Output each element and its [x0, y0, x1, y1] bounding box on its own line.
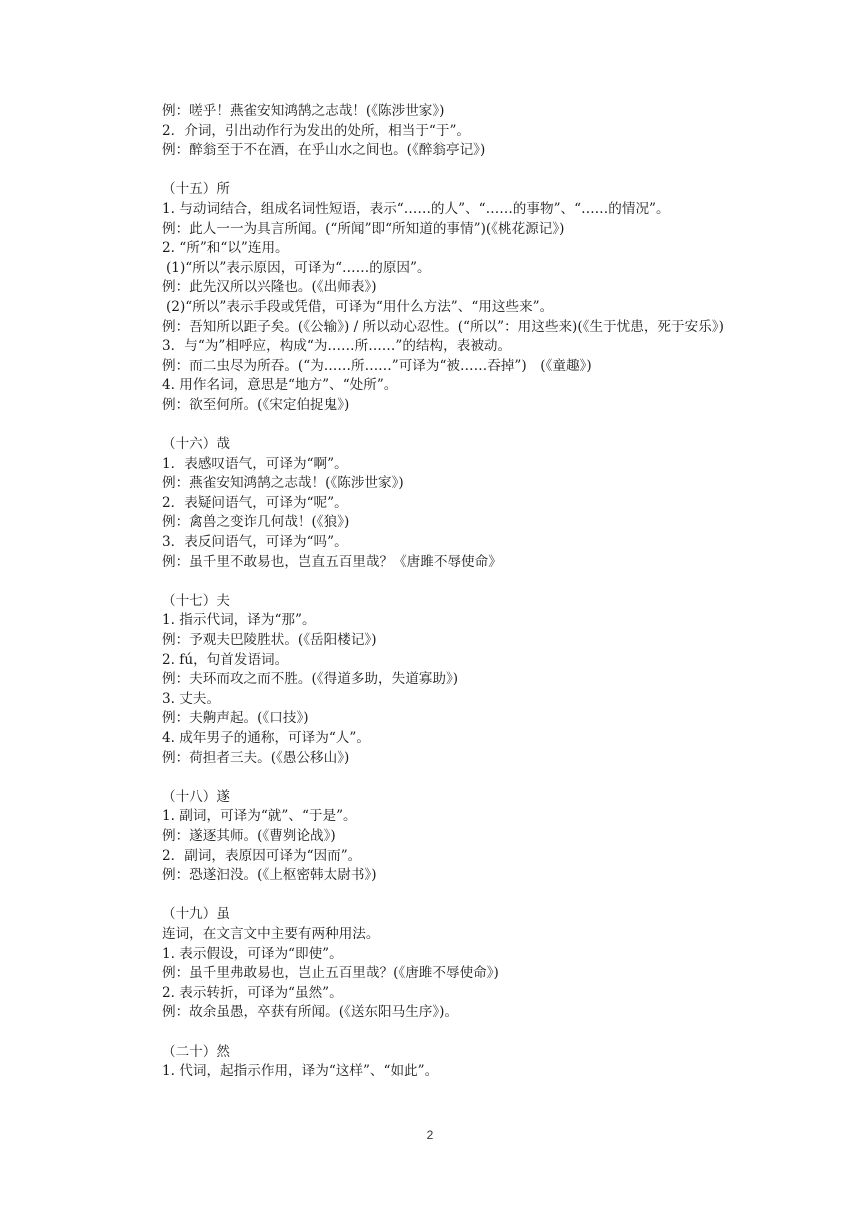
text-line: 2. 表示转折，可译为“虽然”。	[162, 984, 343, 1001]
text-line: 例：吾知所以距子矣。(《公输》) / 所以动心忍性。(“所以”：用这些来)(《生于忧患，死于安乐》)	[162, 318, 724, 335]
text-line: 例：燕雀安知鸿鹄之志哉！(《陈涉世家》)	[162, 475, 404, 492]
paragraph-gap	[143, 886, 743, 906]
section-block	[143, 1043, 743, 1082]
text-line: (1)“所以”表示原因，可译为“……的原因”。	[166, 259, 431, 276]
section-block	[143, 788, 743, 886]
text-line: 例：荷担者三夫。(《愚公移山》)	[162, 749, 350, 766]
text-line: 例：恐遂汩没。(《上枢密韩太尉书》)	[162, 867, 377, 884]
paragraph-gap	[143, 1023, 743, 1043]
text-line: 1. 指示代词，译为“那”。	[162, 612, 316, 629]
text-line: 1. 副词，可译为“就”、“于是”。	[162, 808, 357, 825]
text-line: 例：禽兽之变诈几何哉！(《狼》)	[162, 514, 350, 531]
section-block	[143, 592, 743, 768]
text-line: 例：夫齁声起。(《口技》)	[162, 710, 309, 727]
section-block	[143, 905, 743, 1023]
text-line: 例：醉翁至于不在酒，在乎山水之间也。(《醉翁亭记》)	[162, 142, 486, 159]
text-line: 例：此先汉所以兴隆也。(《出师表》)	[162, 279, 377, 296]
text-line: 1. 表示假设，可译为“即使”。	[162, 945, 343, 962]
text-line: 例：欲至何所。(《宋定伯捉鬼》)	[162, 396, 350, 413]
text-line: 例：虽千里不敢易也，岂直五百里哉？《唐雎不辱使命》	[162, 553, 502, 570]
text-line: 1. 代词，起指示作用，译为“这样”、“如此”。	[162, 1063, 439, 1080]
page-number: 2	[426, 1128, 434, 1142]
paragraph-gap	[143, 768, 743, 788]
text-line: 3．与“为”相呼应，构成“为……所……”的结构，表被动。	[162, 338, 512, 355]
section-block	[143, 102, 743, 161]
text-line: 2. “所”和“以”连用。	[162, 240, 289, 257]
text-line: 2．表疑问语气，可译为“呢”。	[162, 494, 348, 511]
text-line: 例：此人一一为具言所闻。(“所闻”即“所知道的事情”)(《桃花源记》)	[162, 220, 565, 237]
text-line: 2．副词，表原因可译为“因而”。	[162, 847, 362, 864]
text-line: （十八）遂	[162, 788, 230, 805]
text-line: （十九）虽	[162, 906, 230, 923]
text-line: 例：夫环而攻之而不胜。(《得道多助，失道寡助》)	[162, 671, 459, 688]
text-line: 3. 丈夫。	[162, 690, 221, 707]
text-line: （十五）所	[162, 181, 230, 198]
text-line: 例：予观夫巴陵胜状。(《岳阳楼记》)	[162, 632, 377, 649]
text-line: 连词，在文言文中主要有两种用法。	[162, 925, 380, 942]
text-line: 1．表感叹语气，可译为“啊”。	[162, 455, 348, 472]
text-line: 2．介词，引出动作行为发出的处所，相当于“于”。	[162, 122, 471, 139]
text-line: 1. 与动词结合，组成名词性短语，表示“……的人”、“……的事物”、“……的情况”。	[162, 200, 670, 217]
text-line: （十六）哉	[162, 436, 230, 453]
text-line: 例：嗟乎！燕雀安知鸿鹄之志哉！(《陈涉世家》)	[162, 103, 445, 119]
section-block	[143, 435, 743, 572]
text-line: (2)“所以”表示手段或凭借，可译为“用什么方法”、“用这些来”。	[166, 298, 554, 315]
text-line: 例：而二虫尽为所吞。(“为……所……”可译为“被……吞掉”) (《童趣》)	[162, 357, 592, 374]
text-line: 4. 用作名词，意思是“地方”、“处所”。	[162, 377, 398, 394]
text-line: 例：遂逐其师。(《曹刿论战》)	[162, 827, 336, 844]
document-body	[143, 102, 743, 1082]
section-block	[143, 180, 743, 415]
paragraph-gap	[143, 416, 743, 436]
text-line: 例：故余虽愚，卒获有所闻。(《送东阳马生序》)。	[162, 1004, 459, 1021]
text-line: 例：虽千里弗敢易也，岂止五百里哉？(《唐雎不辱使命》)	[162, 965, 499, 982]
text-line: 4. 成年男子的通称，可译为“人”。	[162, 730, 370, 746]
text-line: （二十）然	[162, 1043, 230, 1060]
paragraph-gap	[143, 161, 743, 181]
text-line: 2. fú，句首发语词。	[162, 651, 289, 668]
text-line: 3．表反问语气，可译为“吗”。	[162, 534, 348, 551]
text-line: （十七）夫	[162, 592, 230, 609]
paragraph-gap	[143, 572, 743, 592]
